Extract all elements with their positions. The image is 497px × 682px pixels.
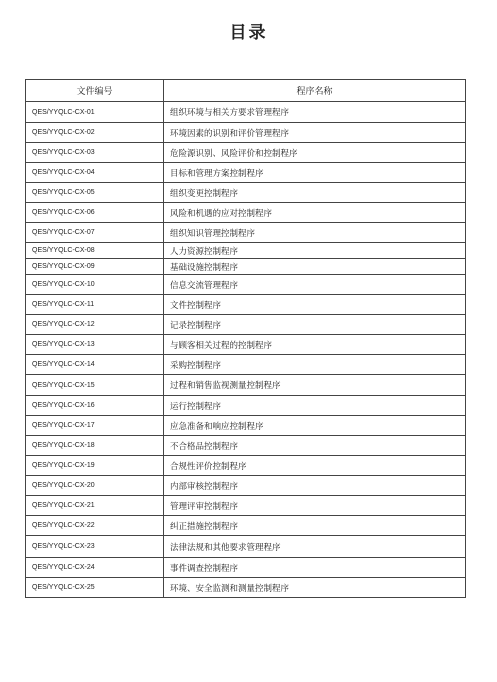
column-header-file-number: 文件编号 <box>26 80 164 102</box>
table-row <box>26 396 466 416</box>
procedure-name-cell: 法律法规和其他要求管理程序 <box>164 536 466 558</box>
file-number-cell: QES/YYQLC-CX-21 <box>26 496 164 516</box>
file-number-cell: QES/YYQLC-CX-16 <box>26 396 164 416</box>
file-number-cell: QES/YYQLC-CX-05 <box>26 183 164 203</box>
procedure-name-cell: 事件调查控制程序 <box>164 558 466 578</box>
procedure-name-cell: 与顾客相关过程的控制程序 <box>164 335 466 355</box>
table-row <box>26 536 466 558</box>
table-row <box>26 223 466 243</box>
procedure-name-cell: 管理评审控制程序 <box>164 496 466 516</box>
procedure-name-cell: 内部审核控制程序 <box>164 476 466 496</box>
table-row <box>26 143 466 163</box>
table-row <box>26 163 466 183</box>
procedure-name-cell: 组织环境与相关方要求管理程序 <box>164 102 466 123</box>
procedure-name-cell: 信息交流管理程序 <box>164 275 466 295</box>
file-number-cell: QES/YYQLC-CX-03 <box>26 143 164 163</box>
procedure-name-cell: 基础设施控制程序 <box>164 259 466 275</box>
file-number-cell: QES/YYQLC-CX-07 <box>26 223 164 243</box>
file-number-cell: QES/YYQLC-CX-19 <box>26 456 164 476</box>
table-row <box>26 275 466 295</box>
table-row <box>26 243 466 259</box>
contents-table <box>25 79 466 598</box>
file-number-cell: QES/YYQLC-CX-14 <box>26 355 164 375</box>
procedure-name-cell: 目标和管理方案控制程序 <box>164 163 466 183</box>
file-number-cell: QES/YYQLC-CX-01 <box>26 102 164 123</box>
table-row <box>26 335 466 355</box>
table-row <box>26 375 466 396</box>
procedure-name-cell: 组织知识管理控制程序 <box>164 223 466 243</box>
table-row <box>26 259 466 275</box>
procedure-name-cell: 文件控制程序 <box>164 295 466 315</box>
table-row <box>26 102 466 123</box>
file-number-cell: QES/YYQLC-CX-25 <box>26 578 164 598</box>
file-number-cell: QES/YYQLC-CX-10 <box>26 275 164 295</box>
file-number-cell: QES/YYQLC-CX-17 <box>26 416 164 436</box>
procedure-name-cell: 运行控制程序 <box>164 396 466 416</box>
table-body <box>26 102 466 598</box>
procedure-name-cell: 组织变更控制程序 <box>164 183 466 203</box>
file-number-cell: QES/YYQLC-CX-12 <box>26 315 164 335</box>
file-number-cell: QES/YYQLC-CX-06 <box>26 203 164 223</box>
procedure-name-cell: 环境、安全监测和测量控制程序 <box>164 578 466 598</box>
table-row <box>26 183 466 203</box>
procedure-name-cell: 采购控制程序 <box>164 355 466 375</box>
file-number-cell: QES/YYQLC-CX-18 <box>26 436 164 456</box>
file-number-cell: QES/YYQLC-CX-20 <box>26 476 164 496</box>
file-number-cell: QES/YYQLC-CX-08 <box>26 243 164 259</box>
table-row <box>26 516 466 536</box>
file-number-cell: QES/YYQLC-CX-22 <box>26 516 164 536</box>
table-row <box>26 315 466 335</box>
procedure-name-cell: 人力资源控制程序 <box>164 243 466 259</box>
procedure-name-cell: 记录控制程序 <box>164 315 466 335</box>
file-number-cell: QES/YYQLC-CX-04 <box>26 163 164 183</box>
table-row <box>26 476 466 496</box>
procedure-name-cell: 危险源识别、风险评价和控制程序 <box>164 143 466 163</box>
procedure-name-cell: 过程和销售监视测量控制程序 <box>164 375 466 396</box>
file-number-cell: QES/YYQLC-CX-02 <box>26 123 164 143</box>
file-number-cell: QES/YYQLC-CX-11 <box>26 295 164 315</box>
file-number-cell: QES/YYQLC-CX-13 <box>26 335 164 355</box>
procedure-name-cell: 应急准备和响应控制程序 <box>164 416 466 436</box>
table-row <box>26 436 466 456</box>
table-row <box>26 578 466 598</box>
table-row <box>26 456 466 476</box>
table-row <box>26 355 466 375</box>
procedure-name-cell: 不合格品控制程序 <box>164 436 466 456</box>
table-row <box>26 295 466 315</box>
procedure-name-cell: 合规性评价控制程序 <box>164 456 466 476</box>
column-header-procedure-name: 程序名称 <box>164 80 466 102</box>
file-number-cell: QES/YYQLC-CX-15 <box>26 375 164 396</box>
procedure-name-cell: 环境因素的识别和评价管理程序 <box>164 123 466 143</box>
procedure-name-cell: 风险和机遇的应对控制程序 <box>164 203 466 223</box>
table-row <box>26 416 466 436</box>
procedure-name-cell: 纠正措施控制程序 <box>164 516 466 536</box>
file-number-cell: QES/YYQLC-CX-24 <box>26 558 164 578</box>
table-row <box>26 496 466 516</box>
file-number-cell: QES/YYQLC-CX-09 <box>26 259 164 275</box>
table-row <box>26 123 466 143</box>
table-row <box>26 203 466 223</box>
table-header-row <box>26 80 466 102</box>
table-row <box>26 558 466 578</box>
file-number-cell: QES/YYQLC-CX-23 <box>26 536 164 558</box>
page-title: 目录 <box>229 23 268 43</box>
